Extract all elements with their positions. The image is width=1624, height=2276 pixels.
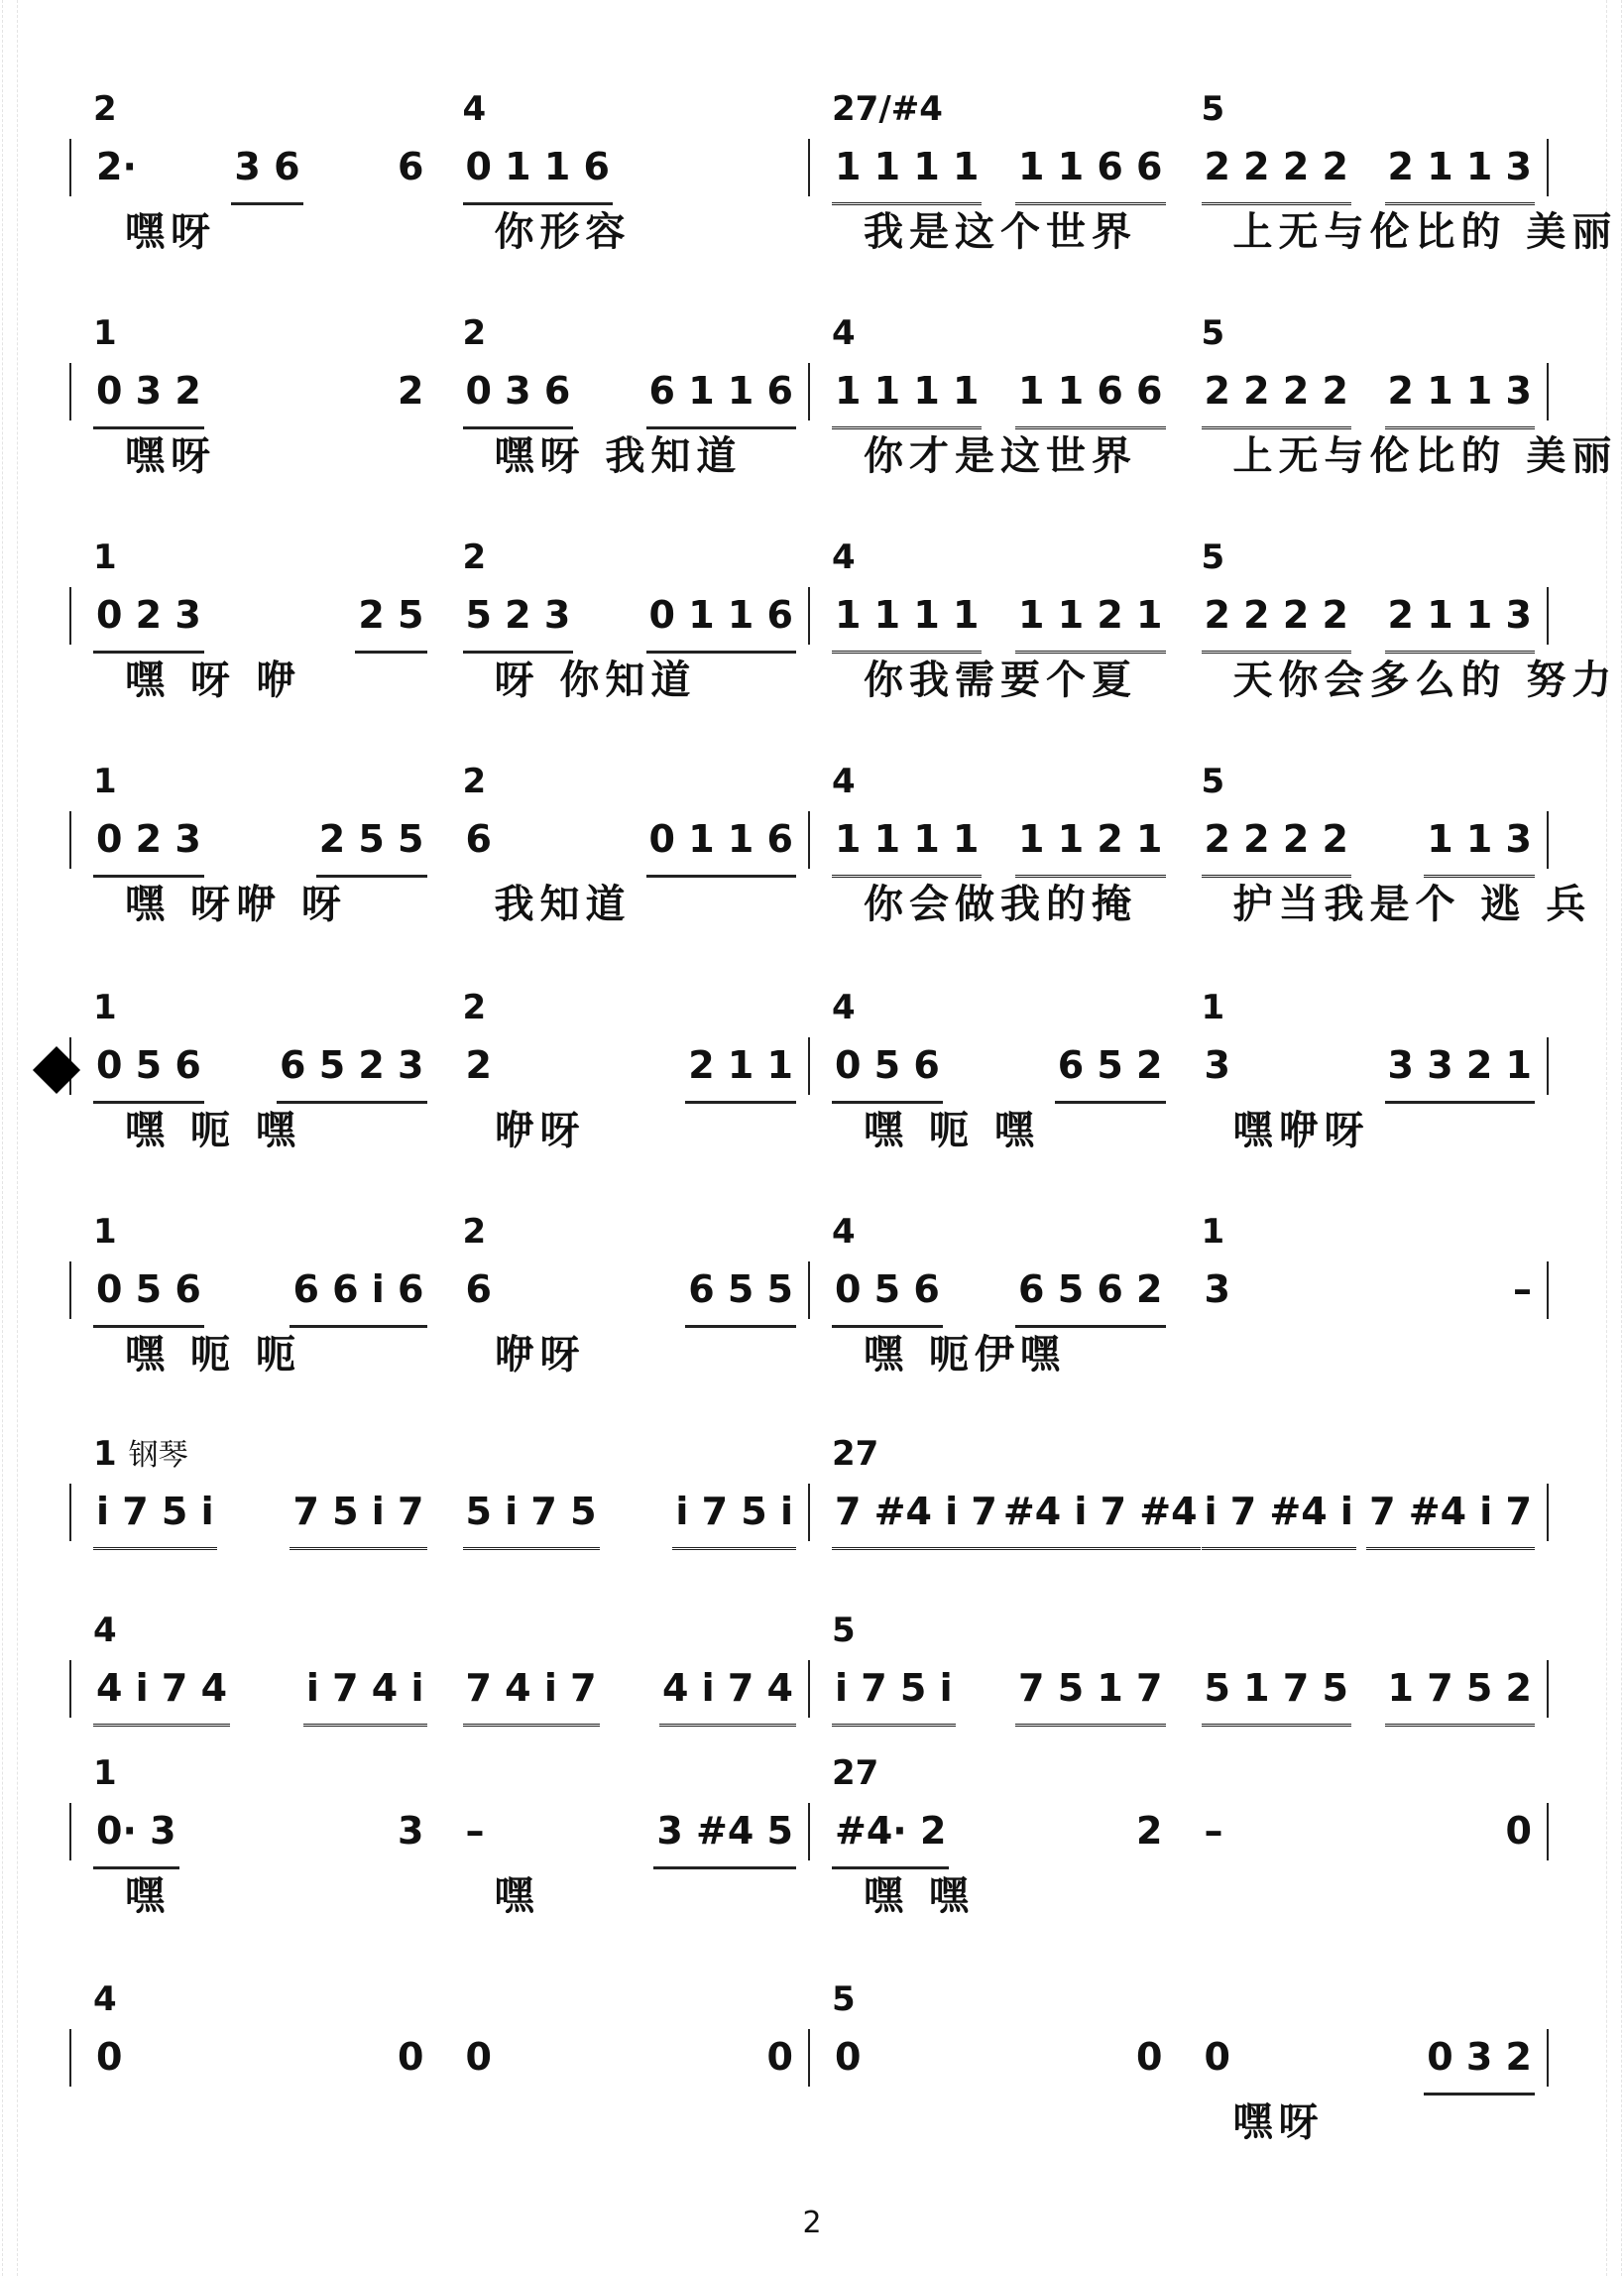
note-groups (93, 2035, 427, 2079)
lyric-text: 你才是这世界 (864, 433, 1137, 479)
note-group: 1 1 2 1 (1015, 817, 1165, 878)
lyric-text: 天你会多么的 努力 (1232, 658, 1618, 703)
measure (1194, 762, 1592, 960)
measure (85, 988, 435, 1186)
note-group: 0 5 6 (832, 1267, 943, 1328)
measure (85, 313, 435, 512)
staff-system (0, 1753, 1624, 1952)
note-group: 7 5 1 7 (1015, 1666, 1165, 1727)
note-groups (93, 593, 427, 637)
lyric-text: 咿呀 (494, 1332, 586, 1378)
note-group: 0 (1204, 2035, 1230, 2079)
chord-symbol: 5 (1201, 762, 1225, 801)
chord-symbol: 2 (462, 762, 487, 801)
lyric-text: 我知道 (494, 882, 632, 927)
chord-symbol: 1 (93, 1753, 117, 1793)
note-group: 6 (465, 817, 492, 861)
chord-symbol: 5 (832, 1979, 856, 2019)
note-group: 2 5 5 (316, 817, 427, 878)
note-groups (832, 369, 1166, 413)
note-group: 0 (835, 2035, 862, 2079)
measure (1194, 1212, 1544, 1410)
note-group: 0· 3 (93, 1809, 179, 1869)
lyric-text: 嘿 呃 嘿 (864, 1108, 1040, 1153)
chord-symbol: 4 (832, 988, 856, 1027)
lyric-text: 嘿呀 (125, 433, 216, 479)
note-group: 0 (96, 2035, 123, 2079)
chord-symbol: 1 (93, 313, 117, 353)
note-group: 7 5 i 7 (290, 1490, 426, 1550)
lyric-text: 嘿 嘿 (864, 1873, 975, 1919)
note-group: 0 (465, 2035, 492, 2079)
barline (1547, 1660, 1549, 1718)
chord-symbol: 1 (93, 538, 117, 577)
note-groups (93, 369, 427, 413)
note-groups (1202, 593, 1536, 637)
staff-system (0, 988, 1624, 1186)
barline (69, 139, 71, 196)
lyric-text: 嘿 呀 咿 (125, 658, 301, 703)
chord-symbol: 1 (93, 1212, 117, 1252)
measure (455, 1979, 805, 2178)
note-groups (1202, 1043, 1536, 1087)
staff-system (0, 1979, 1624, 2178)
barline (1547, 587, 1549, 645)
measure (824, 762, 1174, 960)
lyric-text: 呀 你知道 (494, 658, 697, 703)
barline (808, 1037, 810, 1095)
note-group: 6 (465, 1267, 492, 1311)
note-group: 1 1 6 6 (1015, 145, 1165, 205)
note-groups (463, 1809, 797, 1853)
measure (85, 762, 435, 960)
chord-symbol: 5 (1201, 89, 1225, 129)
barline (69, 1803, 71, 1860)
measure (1194, 1753, 1544, 1952)
note-groups (832, 593, 1166, 637)
barline (808, 1261, 810, 1319)
measure (1194, 313, 1618, 512)
note-group: 2· (96, 145, 137, 188)
note-groups (832, 2035, 1166, 2079)
barline (808, 1660, 810, 1718)
note-group: 1 1 2 1 (1015, 593, 1165, 654)
chord-symbol: 2 (462, 988, 487, 1027)
chord-symbol: 4 (93, 1979, 117, 2019)
note-group: 1 1 1 1 (832, 593, 982, 654)
barline (1547, 811, 1549, 869)
barline (69, 1261, 71, 1319)
lyric-text: 嘿 呃 呃 (125, 1332, 301, 1378)
note-group: 6 6 i 6 (290, 1267, 426, 1328)
note-group: 1 7 5 2 (1385, 1666, 1535, 1727)
note-group: 6 5 6 2 (1015, 1267, 1165, 1328)
note-groups (93, 1809, 427, 1853)
measure (85, 1434, 435, 1632)
note-group: #4· 2 (832, 1809, 949, 1869)
chord-symbol: 27 (832, 1434, 879, 1474)
note-group: 0 1 1 6 (646, 593, 796, 654)
barline (808, 811, 810, 869)
note-group: 1 1 1 1 (832, 817, 982, 878)
note-group: #4 i 7 #4 (1000, 1490, 1201, 1550)
note-groups (832, 817, 1166, 861)
chord-symbol: 4 (93, 1611, 117, 1650)
note-group: 0 (1136, 2035, 1163, 2079)
chord-symbol: 1 钢琴 (93, 1434, 188, 1474)
note-group: 7 #4 i 7 (832, 1490, 1000, 1550)
note-group: 0 2 3 (93, 817, 204, 878)
note-groups (1202, 1809, 1536, 1853)
measure (1194, 89, 1618, 288)
note-group: 2 1 1 3 (1385, 369, 1535, 429)
chord-symbol: 2 (93, 89, 117, 129)
measure (455, 1434, 805, 1632)
measure (85, 538, 435, 736)
note-group: 3 (398, 1809, 424, 1853)
note-groups (463, 593, 797, 637)
barline (808, 1484, 810, 1541)
note-group: – (1204, 1809, 1223, 1853)
staff-system (0, 1212, 1624, 1410)
note-group: 0 5 6 (832, 1043, 943, 1104)
note-group: – (1513, 1267, 1532, 1311)
note-groups (1202, 1666, 1536, 1710)
chord-symbol: 4 (832, 313, 856, 353)
lyric-text: 嘿 呀咿 呀 (125, 882, 347, 927)
barline (1547, 1484, 1549, 1541)
measure (85, 1212, 435, 1410)
note-group: 7 4 i 7 (463, 1666, 600, 1727)
note-group: 3 #4 5 (653, 1809, 796, 1869)
note-groups (463, 817, 797, 861)
staff-system (0, 538, 1624, 736)
lyric-text: 你会做我的掩 (864, 882, 1137, 927)
note-group: 2 2 2 2 (1202, 817, 1351, 878)
note-group: i 7 5 i (672, 1490, 796, 1550)
page-number: 2 (802, 2206, 822, 2240)
measure (455, 89, 805, 288)
note-groups (93, 1490, 427, 1533)
barline (69, 2029, 71, 2087)
note-groups (832, 1267, 1166, 1311)
note-group: 2 2 2 2 (1202, 145, 1351, 205)
note-group: i 7 #4 i (1202, 1490, 1356, 1550)
measure (85, 89, 435, 288)
note-groups (463, 1666, 797, 1710)
barline (1547, 363, 1549, 420)
lyric-text: 嘿咿呀 (1232, 1108, 1370, 1153)
lyric-text: 你形容 (494, 209, 632, 255)
note-groups (93, 817, 427, 861)
staff-system (0, 762, 1624, 960)
note-groups (1202, 2035, 1536, 2079)
note-group: 0 (1505, 1809, 1532, 1853)
lyric-text: 上无与伦比的 美丽 (1232, 433, 1618, 479)
measure (1194, 538, 1618, 736)
barline (808, 363, 810, 420)
chord-symbol: 1 (93, 988, 117, 1027)
note-group: 0 2 3 (93, 593, 204, 654)
note-group: 4 i 7 4 (659, 1666, 796, 1727)
lyric-text: 嘿 呃伊嘿 (864, 1332, 1066, 1378)
note-groups (463, 2035, 797, 2079)
measure (455, 538, 805, 736)
chord-symbol: 5 (1201, 538, 1225, 577)
note-groups (93, 1666, 427, 1710)
measure (455, 1753, 805, 1952)
note-group: 5 2 3 (463, 593, 574, 654)
barline (69, 1660, 71, 1718)
note-group: 3 (1204, 1043, 1230, 1087)
chord-symbol: 4 (832, 1212, 856, 1252)
lyric-text: 上无与伦比的 美丽 (1232, 209, 1618, 255)
measure (1194, 988, 1544, 1186)
barline (1547, 139, 1549, 196)
note-groups (832, 1043, 1166, 1087)
measure (85, 1979, 435, 2178)
barline (69, 811, 71, 869)
note-group: 2 (398, 369, 424, 413)
note-groups (463, 369, 797, 413)
measure (824, 89, 1174, 288)
note-group: 0 1 1 6 (646, 817, 796, 878)
note-groups (832, 1809, 1166, 1853)
chord-symbol: 4 (832, 762, 856, 801)
measure (1194, 1979, 1544, 2178)
note-group: 3 (1204, 1267, 1230, 1311)
note-group: 5 i 7 5 (463, 1490, 600, 1550)
staff-system (0, 1434, 1624, 1632)
note-group: 5 1 7 5 (1202, 1666, 1351, 1727)
note-group: 2 1 1 3 (1385, 593, 1535, 654)
note-group: – (465, 1809, 485, 1853)
note-group: 2 1 1 (685, 1043, 796, 1104)
note-groups (463, 1043, 797, 1087)
note-groups (463, 1490, 797, 1533)
lyric-text: 我是这个世界 (864, 209, 1137, 255)
barline (1547, 1037, 1549, 1095)
barline (1547, 1261, 1549, 1319)
note-groups (832, 1666, 1166, 1710)
note-group: 7 #4 i 7 (1366, 1490, 1535, 1550)
chord-symbol: 1 (1201, 1212, 1225, 1252)
note-groups (832, 145, 1166, 188)
barline (808, 587, 810, 645)
barline (69, 363, 71, 420)
measure (824, 988, 1174, 1186)
barline (1547, 1803, 1549, 1860)
measure (455, 988, 805, 1186)
measure (824, 313, 1174, 512)
lyric-text: 护当我是个 逃 兵 (1232, 882, 1592, 927)
note-group: 2 2 2 2 (1202, 369, 1351, 429)
note-group: 2 (1136, 1809, 1163, 1853)
chord-symbol: 5 (1201, 313, 1225, 353)
note-group: i 7 5 i (93, 1490, 217, 1550)
note-group: 1 1 3 (1424, 817, 1535, 878)
note-group: 6 (398, 145, 424, 188)
measure (455, 313, 805, 512)
note-group: 4 i 7 4 (93, 1666, 230, 1727)
note-group: 1 1 6 6 (1015, 369, 1165, 429)
note-group: 6 5 2 (1055, 1043, 1166, 1104)
note-groups (1202, 145, 1536, 188)
note-group: 2 2 2 2 (1202, 593, 1351, 654)
chord-symbol: 1 (93, 762, 117, 801)
note-groups (463, 145, 797, 188)
measure (85, 1753, 435, 1952)
lyric-text: 嘿呀 我知道 (494, 433, 743, 479)
lyric-text: 嘿 (125, 1873, 171, 1919)
note-group: 3 3 2 1 (1385, 1043, 1535, 1104)
measure (824, 1434, 1198, 1632)
chord-symbol: 1 (1201, 988, 1225, 1027)
note-group: 6 1 1 6 (646, 369, 796, 429)
measure (824, 1212, 1174, 1410)
chord-symbol: 5 (832, 1611, 856, 1650)
lyric-text: 嘿呀 (125, 209, 216, 255)
instrument-label: 钢琴 (128, 1438, 188, 1473)
note-group: i 7 5 i (832, 1666, 956, 1727)
note-group: 1 1 1 1 (832, 369, 982, 429)
lyric-text: 嘿 (494, 1873, 540, 1919)
measure (824, 1753, 1174, 1952)
staff-system (0, 313, 1624, 512)
note-group: 0 (398, 2035, 424, 2079)
chord-symbol: 27/#4 (832, 89, 943, 129)
note-groups (93, 145, 427, 188)
note-group: 0 3 6 (463, 369, 574, 429)
note-group: 3 6 (231, 145, 302, 205)
chord-symbol: 27 (832, 1753, 879, 1793)
measure (1194, 1434, 1544, 1632)
barline (808, 2029, 810, 2087)
measure (455, 1212, 805, 1410)
chord-symbol: 4 (832, 538, 856, 577)
measure (824, 1979, 1174, 2178)
note-group: 0 5 6 (93, 1267, 204, 1328)
note-group: 2 (465, 1043, 492, 1087)
lyric-text: 嘿呀 (1232, 2099, 1325, 2145)
note-group: 0 3 2 (1424, 2035, 1535, 2096)
note-group: 2 1 1 3 (1385, 145, 1535, 205)
chord-symbol: 2 (462, 313, 487, 353)
note-groups (1202, 369, 1536, 413)
note-group: 0 (766, 2035, 793, 2079)
note-groups (463, 1267, 797, 1311)
barline (69, 1484, 71, 1541)
note-group: 6 5 2 3 (277, 1043, 426, 1104)
note-group: 2 5 (355, 593, 426, 654)
note-groups (1202, 1267, 1536, 1311)
lyric-text: 嘿 呃 嘿 (125, 1108, 301, 1153)
note-groups (832, 1490, 1198, 1533)
barline (808, 139, 810, 196)
barline (1547, 2029, 1549, 2087)
chord-symbol: 4 (462, 89, 487, 129)
note-group: 1 1 1 1 (832, 145, 982, 205)
note-groups (93, 1267, 427, 1311)
note-group: 0 5 6 (93, 1043, 204, 1104)
note-groups (93, 1043, 427, 1087)
chord-symbol: 2 (462, 538, 487, 577)
note-group: 0 1 1 6 (463, 145, 613, 205)
measure (824, 538, 1174, 736)
note-group: i 7 4 i (303, 1666, 427, 1727)
barline (808, 1803, 810, 1860)
measure (455, 762, 805, 960)
note-group: 6 5 5 (685, 1267, 796, 1328)
note-group: 0 3 2 (93, 369, 204, 429)
staff-system (0, 89, 1624, 288)
lyric-text: 咿呀 (494, 1108, 586, 1153)
note-groups (1202, 1490, 1536, 1533)
barline (69, 587, 71, 645)
chord-symbol: 2 (462, 1212, 487, 1252)
lyric-text: 你我需要个夏 (864, 658, 1137, 703)
note-groups (1202, 817, 1536, 861)
